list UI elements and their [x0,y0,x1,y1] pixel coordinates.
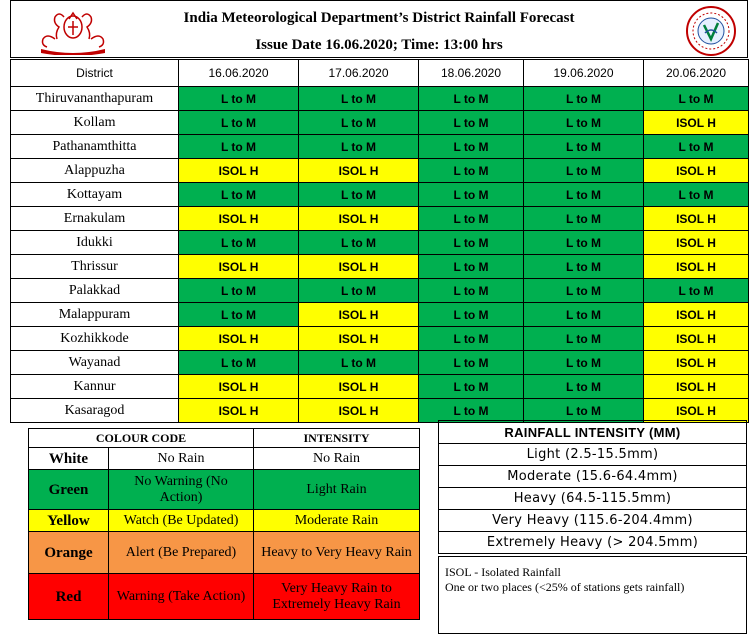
forecast-cell: L to M [299,231,419,255]
district-name: Palakkad [11,279,179,303]
forecast-cell: ISOL H [644,111,749,135]
date-column-header: 16.06.2020 [179,60,299,87]
colour-meaning: No Warning (No Action) [109,470,254,510]
intensity-header: INTENSITY [254,429,420,448]
isol-definition: ISOL - Isolated Rainfall [445,565,561,579]
forecast-cell: ISOL H [644,375,749,399]
table-row [11,207,749,231]
colour-label-yellow: Yellow [29,510,109,532]
colour-intensity: Very Heavy Rain to Extremely Heavy Rain [254,574,420,620]
forecast-cell: L to M [179,87,299,111]
colour-intensity: Light Rain [254,470,420,510]
forecast-cell: L to M [644,87,749,111]
district-name: Idukki [11,231,179,255]
forecast-cell: L to M [299,183,419,207]
forecast-cell: ISOL H [644,399,749,423]
colour-meaning: Watch (Be Updated) [109,510,254,532]
colour-code-header: COLOUR CODE [29,429,254,448]
isol-note [438,556,747,634]
intensity-row: Light (2.5-15.5mm) [439,444,747,466]
forecast-cell: ISOL H [299,327,419,351]
colour-label-red: Red [29,574,109,620]
forecast-cell: ISOL H [644,351,749,375]
forecast-cell: ISOL H [299,255,419,279]
forecast-cell: ISOL H [179,375,299,399]
district-name: Ernakulam [11,207,179,231]
forecast-cell: L to M [524,231,644,255]
date-column-header: 18.06.2020 [419,60,524,87]
forecast-header [10,0,748,58]
district-name: Wayanad [11,351,179,375]
forecast-cell: L to M [524,375,644,399]
table-row [11,159,749,183]
forecast-cell: L to M [179,111,299,135]
district-name: Kasaragod [11,399,179,423]
forecast-cell: ISOL H [644,255,749,279]
intensity-row: Moderate (15.6-64.4mm) [439,466,747,488]
forecast-cell: ISOL H [179,399,299,423]
table-header-row [11,60,749,87]
table-row [11,111,749,135]
forecast-cell: ISOL H [644,231,749,255]
district-name: Thiruvananthapuram [11,87,179,111]
forecast-cell: L to M [299,87,419,111]
forecast-cell: ISOL H [299,303,419,327]
forecast-cell: L to M [419,111,524,135]
issue-label: Issue Date [255,37,322,53]
colour-intensity: No Rain [254,448,420,470]
forecast-cell: ISOL H [644,159,749,183]
intensity-row: Very Heavy (115.6-204.4mm) [439,510,747,532]
issue-time: Time: 13:00 hrs [401,37,503,53]
forecast-cell: L to M [524,183,644,207]
table-row [11,135,749,159]
forecast-cell: ISOL H [179,159,299,183]
issue-date: 16.06.2020; [325,37,398,53]
forecast-cell: L to M [419,279,524,303]
rainfall-intensity-title: RAINFALL INTENSITY (MM) [439,421,747,444]
district-name: Kannur [11,375,179,399]
forecast-cell: L to M [299,135,419,159]
forecast-cell: L to M [644,279,749,303]
forecast-cell: ISOL H [299,159,419,183]
district-name: Thrissur [11,255,179,279]
district-forecast-table [10,59,749,423]
district-name: Kollam [11,111,179,135]
district-name: Kottayam [11,183,179,207]
forecast-cell: L to M [299,111,419,135]
table-row [11,399,749,423]
forecast-cell: ISOL H [299,399,419,423]
forecast-cell: L to M [419,231,524,255]
forecast-cell: L to M [524,207,644,231]
table-row [11,303,749,327]
forecast-cell: L to M [419,327,524,351]
forecast-cell: L to M [524,135,644,159]
forecast-cell: ISOL H [299,207,419,231]
colour-label-white: White [29,448,109,470]
colour-meaning: Warning (Take Action) [109,574,254,620]
table-row [11,255,749,279]
date-column-header: 17.06.2020 [299,60,419,87]
forecast-cell: L to M [524,399,644,423]
forecast-cell: L to M [419,135,524,159]
colour-code-table [28,428,420,620]
forecast-cell: L to M [179,231,299,255]
forecast-cell: L to M [524,87,644,111]
forecast-cell: ISOL H [179,255,299,279]
forecast-cell: L to M [644,135,749,159]
forecast-cell: L to M [419,375,524,399]
forecast-cell: L to M [179,351,299,375]
table-row [11,351,749,375]
forecast-cell: ISOL H [179,327,299,351]
forecast-cell: L to M [179,135,299,159]
forecast-cell: L to M [419,159,524,183]
forecast-title: India Meteorological Department’s District Rainfall Forecast [183,10,575,26]
date-column-header: 19.06.2020 [524,60,644,87]
forecast-cell: ISOL H [179,207,299,231]
colour-intensity: Moderate Rain [254,510,420,532]
forecast-cell: L to M [419,303,524,327]
forecast-cell: ISOL H [644,207,749,231]
table-row [11,375,749,399]
forecast-cell: L to M [299,279,419,303]
date-column-header: 20.06.2020 [644,60,749,87]
intensity-row: Heavy (64.5-115.5mm) [439,488,747,510]
rainfall-intensity-table [438,420,747,554]
forecast-cell: L to M [524,327,644,351]
forecast-cell: L to M [299,351,419,375]
issue-line [11,37,747,54]
forecast-cell: L to M [419,87,524,111]
imd-logo-icon [685,5,737,57]
table-row [11,231,749,255]
table-row [11,327,749,351]
forecast-cell: ISOL H [644,303,749,327]
forecast-cell: L to M [524,159,644,183]
forecast-cell: L to M [524,279,644,303]
colour-label-orange: Orange [29,532,109,574]
forecast-cell: L to M [179,279,299,303]
colour-meaning: Alert (Be Prepared) [109,532,254,574]
forecast-cell: L to M [524,303,644,327]
district-name: Malappuram [11,303,179,327]
forecast-cell: L to M [524,111,644,135]
forecast-cell: L to M [419,351,524,375]
forecast-cell: L to M [524,255,644,279]
forecast-cell: L to M [419,183,524,207]
district-column-header: District [11,60,179,87]
district-name: Alappuzha [11,159,179,183]
colour-label-green: Green [29,470,109,510]
colour-meaning: No Rain [109,448,254,470]
forecast-cell: L to M [179,183,299,207]
district-name: Pathanamthitta [11,135,179,159]
colour-intensity: Heavy to Very Heavy Rain [254,532,420,574]
forecast-cell: L to M [644,183,749,207]
table-row [11,87,749,111]
forecast-cell: ISOL H [644,327,749,351]
forecast-cell: ISOL H [299,375,419,399]
district-name: Kozhikkode [11,327,179,351]
table-row [11,279,749,303]
intensity-row: Extremely Heavy (> 204.5mm) [439,532,747,554]
forecast-cell: L to M [524,351,644,375]
forecast-cell: L to M [419,399,524,423]
isol-description: One or two places (<25% of stations gets rainfall) [445,580,685,594]
forecast-cell: L to M [179,303,299,327]
forecast-cell: L to M [419,207,524,231]
forecast-cell: L to M [419,255,524,279]
table-row [11,183,749,207]
